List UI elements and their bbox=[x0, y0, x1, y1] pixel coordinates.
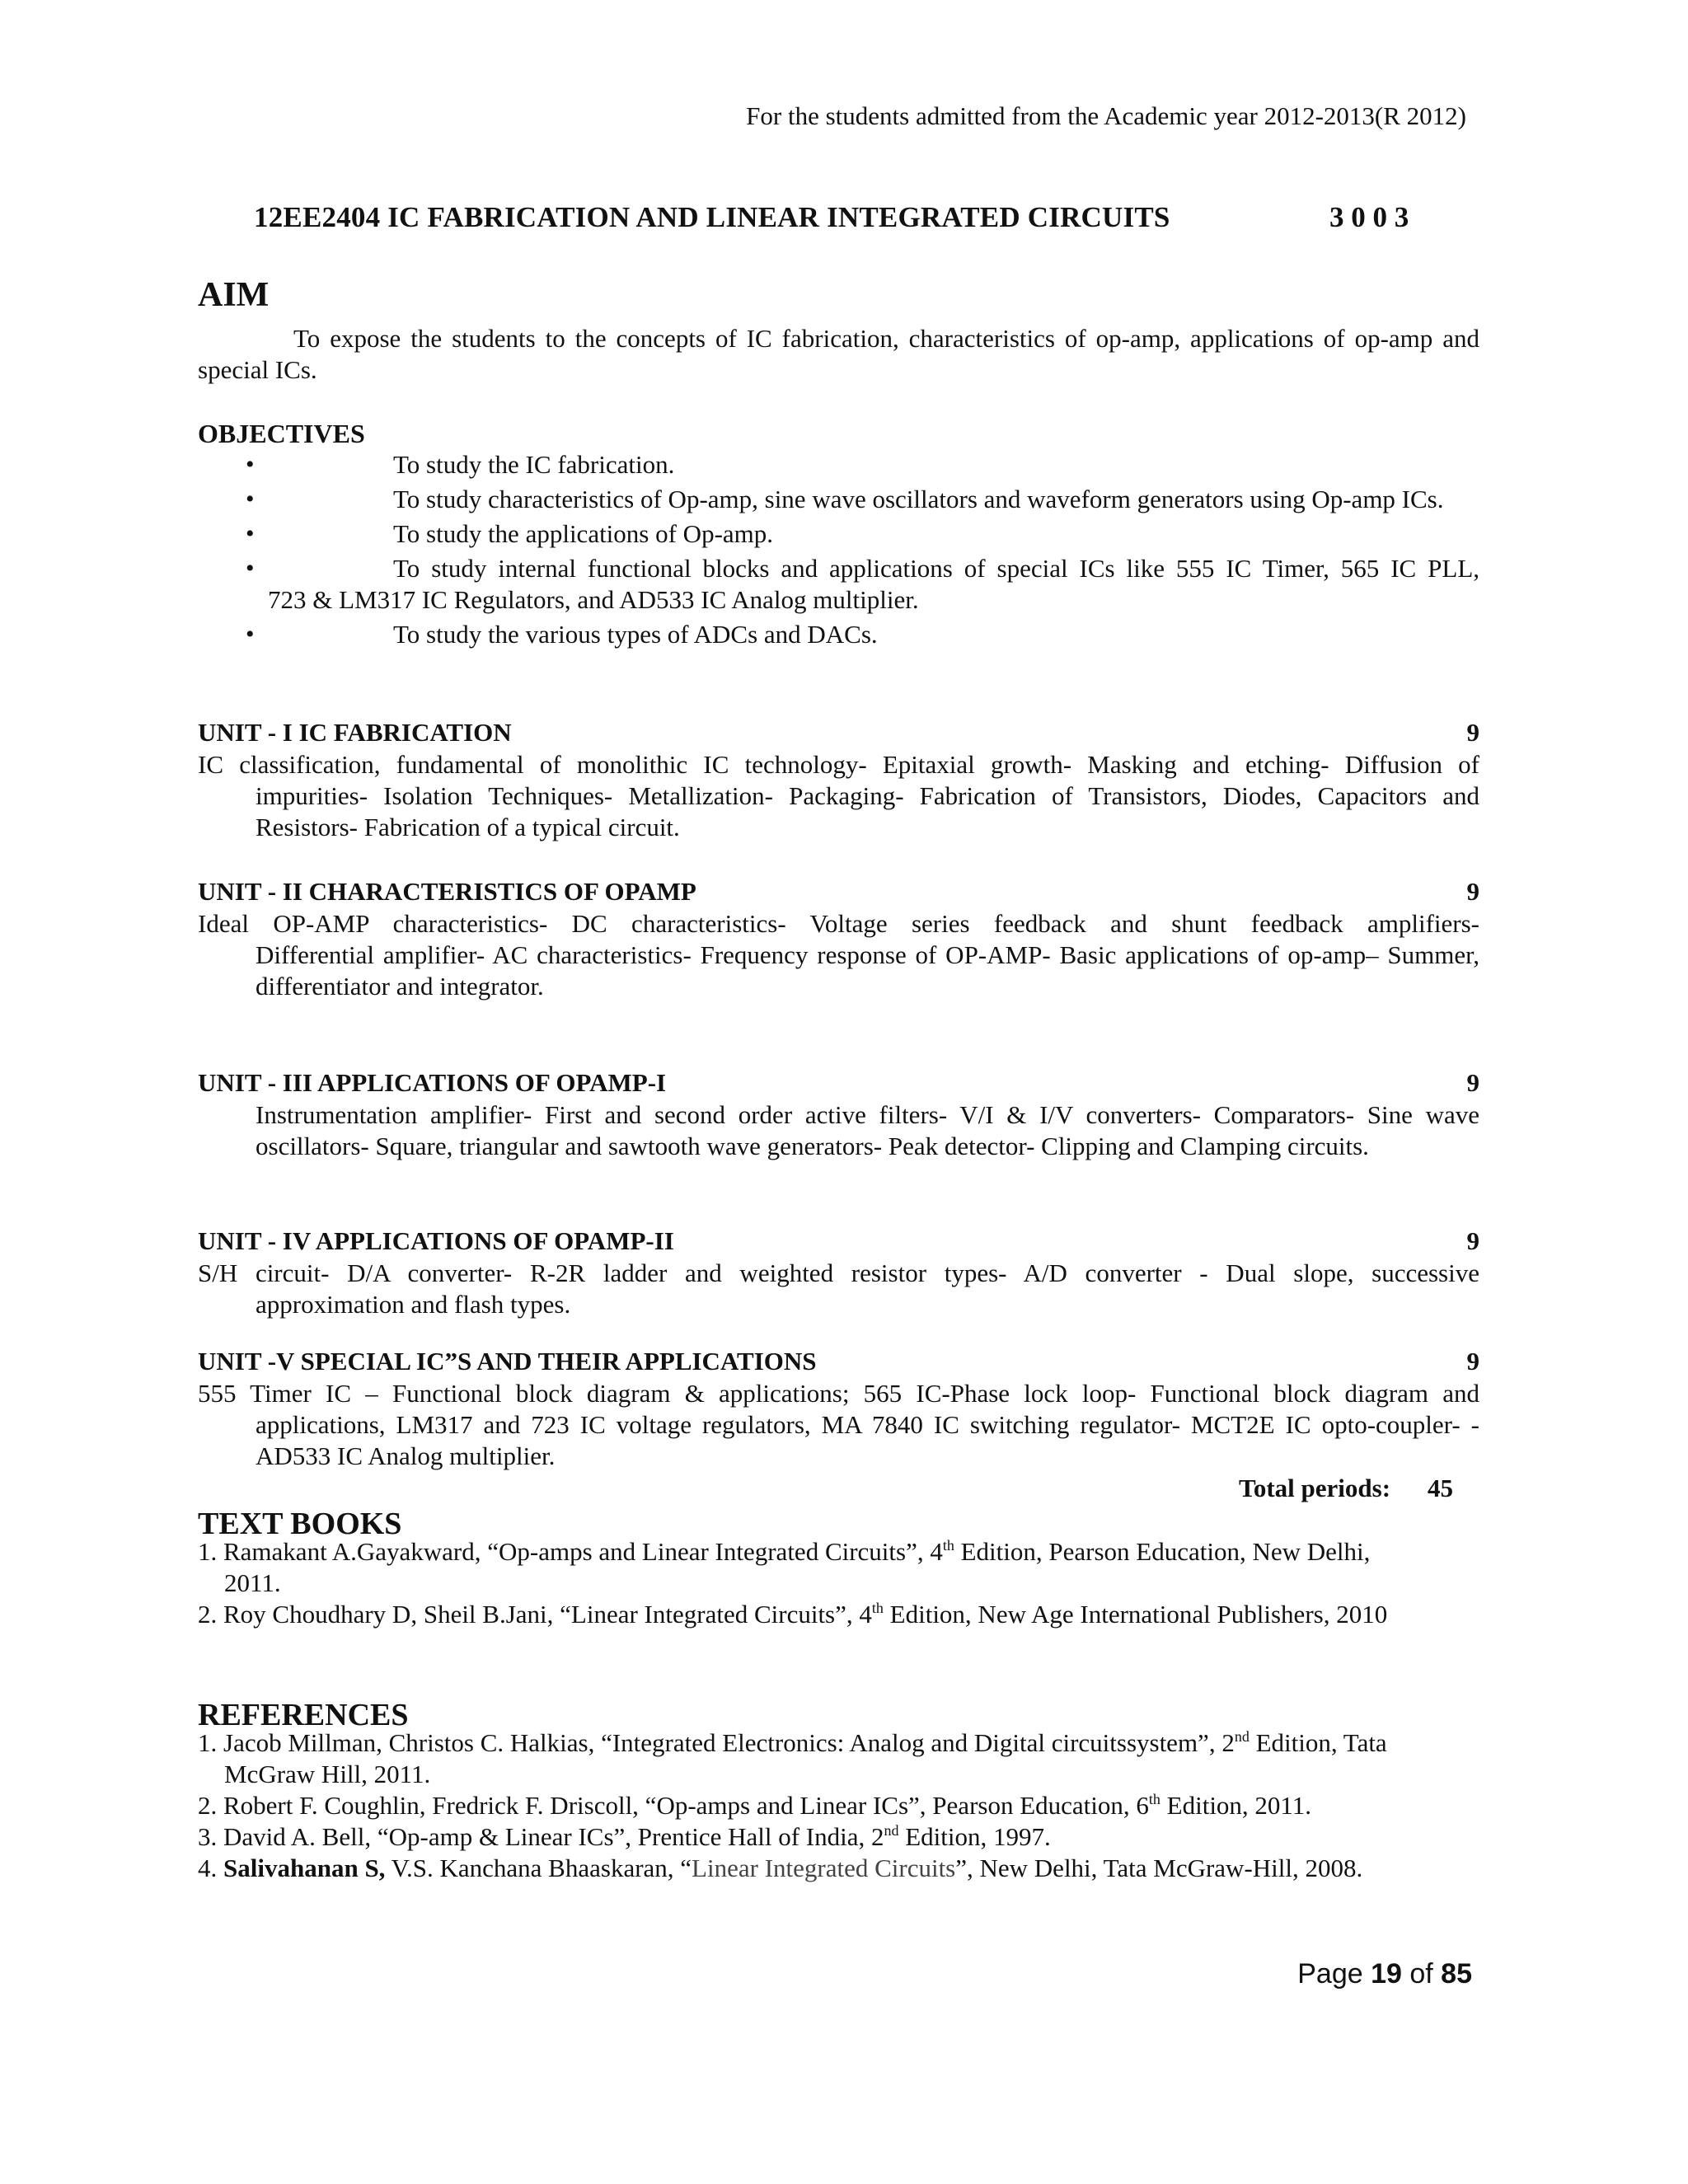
unit-text: IC classification, fundamental of monolithic IC technology- Epitaxial growth- Masking and etching- Diffusion of bbox=[198, 750, 1479, 779]
unit-text: S/H circuit- D/A converter- R-2R ladder and weighted resistor types- A/D converter - Dual slope, successive bbox=[198, 1258, 1479, 1287]
item-text-end: Edition, 2011. bbox=[1160, 1791, 1312, 1820]
unit-text-continued: approximation and flash types. bbox=[256, 1290, 571, 1319]
objective-text-continued: 723 & LM317 IC Regulators, and AD533 IC Analog multiplier. bbox=[268, 585, 919, 614]
unit-text-continued: impurities- Isolation Techniques- Metallization- Packaging- Fabrication of Transistors, Diodes, Capacitors and Resistors- Fabrication of a typical circuit. bbox=[256, 781, 1479, 841]
unit-1-body bbox=[198, 749, 1479, 843]
references-list bbox=[198, 1727, 1484, 1884]
total-periods bbox=[1239, 1473, 1453, 1504]
unit-text: 555 Timer IC – Functional block diagram & applications; 565 IC-Phase lock loop- Functional block diagram and bbox=[198, 1379, 1479, 1408]
bullet-icon: • bbox=[246, 520, 255, 547]
textbook-item bbox=[198, 1536, 1403, 1599]
objective-text: To study the applications of Op-amp. bbox=[393, 519, 774, 548]
objective-item bbox=[198, 518, 1479, 550]
unit-text: Ideal OP-AMP characteristics- DC characteristics- Voltage series feedback and shunt feedback amplifiers- bbox=[198, 909, 1479, 938]
unit-title: UNIT - IV APPLICATIONS OF OPAMP-II bbox=[198, 1226, 674, 1255]
item-superscript: th bbox=[1148, 1791, 1160, 1807]
item-number: 3. bbox=[198, 1822, 218, 1851]
references-heading: REFERENCES bbox=[198, 1698, 409, 1732]
item-text-end: ”, New Delhi, Tata McGraw-Hill, 2008. bbox=[955, 1854, 1363, 1882]
objective-text: To study internal functional blocks and applications of special ICs like 555 IC Timer, 565 IC PLL, bbox=[393, 554, 1479, 583]
unit-3-body: Instrumentation amplifier- First and second order active filters- V/I & I/V converters- Comparators- Sine wave oscillators- Square, triangular and sawtooth wave generators- Peak detector- Clipping and Clamping circuits. bbox=[256, 1100, 1479, 1160]
unit-title: UNIT -V SPECIAL IC”S AND THEIR APPLICATIONS bbox=[198, 1347, 817, 1376]
unit-5-body bbox=[198, 1378, 1479, 1472]
item-number: 1. bbox=[198, 1537, 218, 1566]
unit-4-body bbox=[198, 1258, 1479, 1320]
unit-2-body bbox=[198, 908, 1479, 1002]
unit-3-heading bbox=[198, 1067, 1479, 1099]
reference-item bbox=[198, 1853, 1484, 1884]
header-note: For the students admitted from the Academic year 2012-2013(R 2012) bbox=[746, 101, 1466, 130]
item-number: 4. bbox=[198, 1854, 218, 1882]
item-text-end: Edition, 1997. bbox=[898, 1822, 1051, 1851]
objective-item bbox=[198, 484, 1479, 515]
item-text-end: Edition, Pearson Education, New Delhi, 2011. bbox=[224, 1537, 1371, 1597]
course-title: 12EE2404 IC FABRICATION AND LINEAR INTEGRATED CIRCUITS bbox=[254, 201, 1170, 233]
unit-1-heading bbox=[198, 717, 1479, 748]
item-author: Salivahanan S, bbox=[223, 1854, 386, 1882]
textbooks-heading: TEXT BOOKS bbox=[198, 1507, 402, 1541]
total-value: 45 bbox=[1428, 1474, 1454, 1502]
unit-hours: 9 bbox=[1466, 1347, 1479, 1376]
textbook-item bbox=[198, 1599, 1461, 1630]
objective-item bbox=[198, 619, 1479, 650]
item-title: Linear Integrated Circuits bbox=[692, 1854, 956, 1882]
unit-title: UNIT - I IC FABRICATION bbox=[198, 718, 512, 747]
unit-5-heading bbox=[198, 1346, 1479, 1377]
item-number: 1. bbox=[198, 1728, 218, 1757]
item-text-end: Edition, Tata McGraw Hill, 2011. bbox=[224, 1728, 1387, 1788]
objective-text: To study the IC fabrication. bbox=[393, 450, 675, 479]
bullet-icon: • bbox=[246, 555, 255, 582]
unit-hours: 9 bbox=[1466, 1068, 1479, 1097]
aim-text: To expose the students to the concepts of IC fabrication, characteristics of op-amp, applications of op-amp and special ICs. bbox=[198, 324, 1479, 384]
item-text-end: Edition, New Age International Publishers, 2010 bbox=[883, 1600, 1388, 1629]
item-superscript: th bbox=[942, 1537, 954, 1554]
item-text: Ramakant A.Gayakward, “Op-amps and Linear Integrated Circuits”, 4 bbox=[223, 1537, 943, 1566]
aim-heading: AIM bbox=[198, 276, 270, 314]
item-text: Jacob Millman, Christos C. Halkias, “Integrated Electronics: Analog and Digital circuitssystem”, 2 bbox=[223, 1728, 1235, 1757]
page-current: 19 bbox=[1371, 1958, 1402, 1990]
total-label: Total periods: bbox=[1239, 1474, 1391, 1502]
objective-text: To study the various types of ADCs and DACs. bbox=[393, 620, 878, 649]
unit-hours: 9 bbox=[1466, 877, 1479, 906]
page-number bbox=[1297, 1958, 1472, 1990]
item-text: Roy Choudhary D, Sheil B.Jani, “Linear Integrated Circuits”, 4 bbox=[223, 1600, 872, 1629]
page-total: 85 bbox=[1441, 1958, 1472, 1990]
unit-hours: 9 bbox=[1466, 718, 1479, 747]
unit-title: UNIT - II CHARACTERISTICS OF OPAMP bbox=[198, 877, 696, 906]
item-superscript: nd bbox=[1234, 1728, 1250, 1745]
bullet-icon: • bbox=[246, 451, 255, 478]
page-middle: of bbox=[1401, 1958, 1442, 1990]
page-prefix: Page bbox=[1297, 1958, 1372, 1990]
objective-text: To study characteristics of Op-amp, sine wave oscillators and waveform generators using Op-amp ICs. bbox=[393, 485, 1444, 513]
objectives-list bbox=[198, 449, 1479, 654]
bullet-icon: • bbox=[246, 621, 255, 648]
item-text: Robert F. Coughlin, Fredrick F. Driscoll, “Op-amps and Linear ICs”, Pearson Education, 6 bbox=[223, 1791, 1149, 1820]
item-number: 2. bbox=[198, 1600, 218, 1629]
item-superscript: th bbox=[871, 1600, 884, 1616]
reference-item bbox=[198, 1821, 1484, 1853]
objectives-heading: OBJECTIVES bbox=[198, 419, 365, 448]
textbooks-list bbox=[198, 1536, 1434, 1630]
item-superscript: nd bbox=[884, 1822, 899, 1839]
unit-text-continued: Differential amplifier- AC characteristics- Frequency response of OP-AMP- Basic applications of op-amp– Summer, differentiator and integrator. bbox=[256, 940, 1479, 1001]
item-text: David A. Bell, “Op-amp & Linear ICs”, Prentice Hall of India, 2 bbox=[223, 1822, 884, 1851]
objective-item bbox=[198, 449, 1479, 480]
unit-hours: 9 bbox=[1466, 1226, 1479, 1255]
reference-item bbox=[198, 1790, 1484, 1821]
reference-item bbox=[198, 1727, 1444, 1790]
bullet-icon: • bbox=[246, 485, 255, 513]
unit-4-heading bbox=[198, 1226, 1479, 1257]
unit-title: UNIT - III APPLICATIONS OF OPAMP-I bbox=[198, 1068, 667, 1097]
unit-text-continued: applications, LM317 and 723 IC voltage regulators, MA 7840 IC switching regulator- MCT2E IC opto-coupler- -AD533 IC Analog multiplier. bbox=[256, 1410, 1479, 1470]
item-text: V.S. Kanchana Bhaaskaran, “ bbox=[385, 1854, 692, 1882]
objective-item bbox=[198, 553, 1479, 616]
unit-2-heading bbox=[198, 876, 1479, 907]
course-credits: 3 0 0 3 bbox=[1329, 201, 1409, 233]
item-number: 2. bbox=[198, 1791, 218, 1820]
